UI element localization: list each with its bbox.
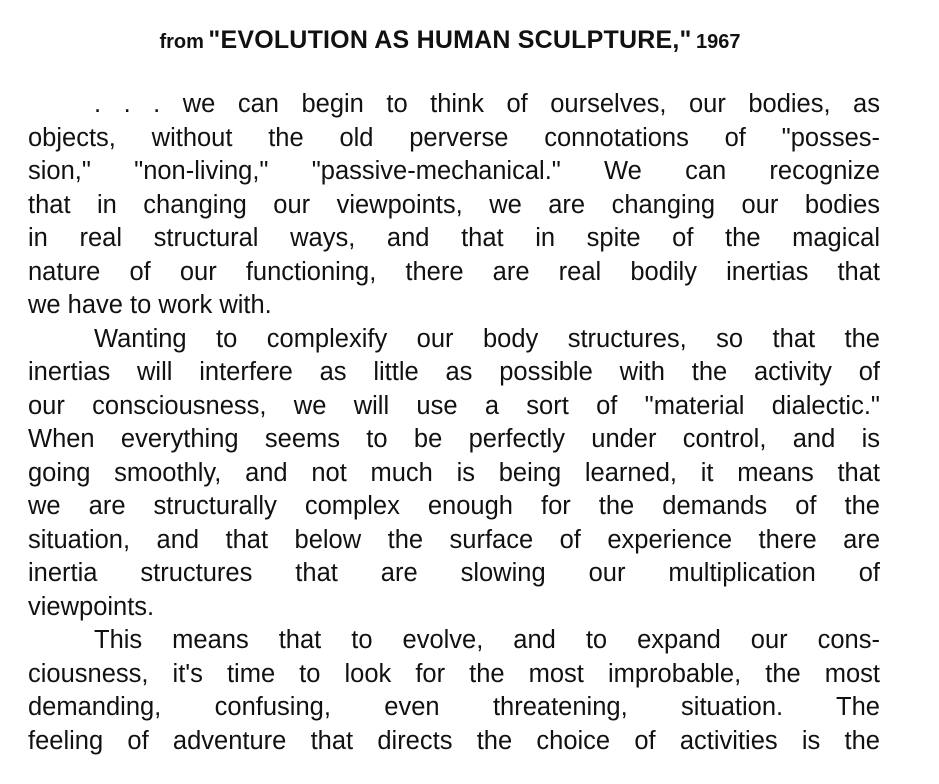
heading-year: 1967 [696,31,741,53]
heading-title: "EVOLUTION AS HUMAN SCULPTURE," [208,26,692,54]
text-line: nature of our functioning, there are real bodily inertias that [28,257,880,286]
text-line: This means that to evolve, and to expand our cons- [94,626,880,654]
text-line: inertia structures that are slowing our multiplication of [28,559,880,587]
text-line: inertias will interfere as little as possible with the activity of [28,358,880,386]
text-line: . . . we can begin to think of ourselves, our bodies, as [94,90,880,118]
text-line: When everything seems to be perfectly under control, and is [28,425,880,453]
text-line: ciousness, it's time to look for the most improbable, the most [28,659,880,688]
text-line: situation, and that below the surface of experience there are [28,525,880,554]
text-line: sion," "non-living," "passive-mechanical." We can recognize [28,157,880,185]
text-line: Wanting to complexify our body structures, so that the [94,324,880,353]
text-line: viewpoints. [28,592,155,621]
text-line: demanding, confusing, even threatening, situation. The [28,693,880,721]
text-line: we are structurally complex enough for the demands of the [28,492,880,520]
text-line: we have to work with. [28,291,272,319]
text-line: that in changing our viewpoints, we are changing our bodies [28,190,880,219]
text-line: feeling of adventure that directs the choice of activities is the [28,726,880,755]
text-line: objects, without the old perverse connotations of "posses- [28,123,880,152]
text-line: going smoothly, and not much is being learned, it means that [28,458,880,487]
text-line: in real structural ways, and that in spite of the magical [28,224,880,252]
excerpt-heading [0,26,900,55]
heading-prefix: from [159,31,204,53]
excerpt-body [28,88,880,758]
text-line: our consciousness, we will use a sort of "material dialectic." [28,391,880,420]
